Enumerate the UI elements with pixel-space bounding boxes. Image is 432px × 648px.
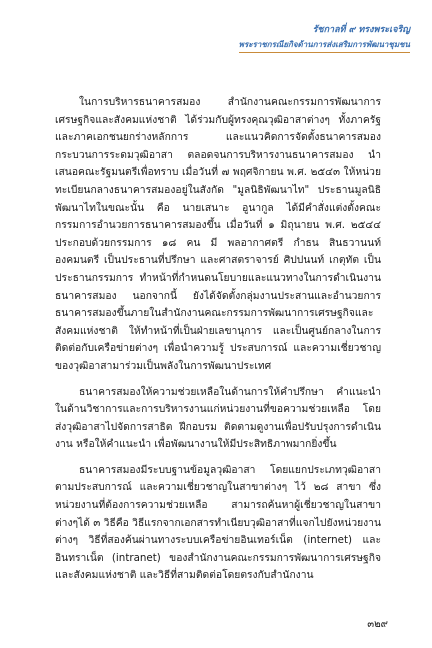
- paragraph-2: ธนาคารสมองให้ความช่วยเหลือในด้านการให้คำปรึกษา คำแนะนำในด้านวิชาการและการบริหารงานแก่หน่วยงานที่ขอความช่วยเหลือ โดยส่งวุฒิอาสาไปจัดการสาธิต ฝึกอบรม ติดตามดูงานเพื่อปรับปรุงการดำเนินงาน หรือให้คำแนะนำ เพื่อพัฒนางานให้มีประสิทธิภาพมากยิ่งขึ้น: [55, 385, 381, 451]
- header-subtitle: พระราชกรณียกิจด้านการส่งเสริมการพัฒนาชุมชน: [239, 38, 410, 53]
- body-text: [55, 94, 381, 593]
- paragraph-1: ในการบริหารธนาคารสมอง สำนักงานคณะกรรมการพัฒนาการเศรษฐกิจและสังคมแห่งชาติ ได้ร่วมกับผู้ทรงคุณวุฒิอาสาต่างๆ ทั้งภาครัฐและภาคเอกชนยกร่างหลักการ และแนวคิดการจัดตั้งธนาคารสมอง กระบวนการระดมวุฒิอาสา ตลอดจนการบริหารงานธนาคารสมอง นำเสนอคณะรัฐมนตรีเพื่อทราบ เมื่อวันที่ ๗ พฤศจิกายน พ.ศ. ๒๕๔๓ ให้หน่วยทะเบียนกลางธนาคารสมองอยู่ในสังกัด "มูลนิธิพัฒนาไท" ประธานมูลนิธิพัฒนาไทในขณะนั้น คือ นายเสนาะ อูนากูล ได้มีคำสั่งแต่งตั้งคณะกรรมการอำนวยการธนาคารสมองขึ้น เมื่อวันที่ ๑ มิถุนายน พ.ศ. ๒๕๔๔ ประกอบด้วยกรรมการ ๑๘ คน มี พลอากาศตรี กำธน สินธวานนท์ องคมนตรี เป็นประธานที่ปรึกษา และศาสตราจารย์ ศิปปนนท์ เกตุทัต เป็นประธานกรรมการ ทำหน้าที่กำหนดนโยบายและแนวทางในการดำเนินงานธนาคารสมอง นอกจากนี้ ยังได้จัดตั้งกลุ่มงานประสานและอำนวยการธนาคารสมองขึ้นภายในสำนักงานคณะกรรมการพัฒนาการเศรษฐกิจและสังคมแห่งชาติ ให้ทำหน้าที่เป็นฝ่ายเลขานุการ และเป็นศูนย์กลางในการติดต่อกับเครือข่ายต่างๆ เพื่อนำความรู้ ประสบการณ์ และความเชี่ยวชาญของวุฒิอาสามาร่วมเป็นพลังในการพัฒนาประเทศ: [55, 96, 381, 372]
- header-title: รัชกาลที่ ๙ ทรงพระเจริญ: [312, 25, 410, 35]
- running-header: [238, 22, 410, 72]
- paragraph-3: ธนาคารสมองมีระบบฐานข้อมูลวุฒิอาสา โดยแยกประเภทวุฒิอาสาตามประสบการณ์ และความเชี่ยวชาญในสาขาต่างๆ ไว้ ๒๘ สาขา ซึ่งหน่วยงานที่ต้องการความช่วยเหลือ สามารถค้นหาผู้เชี่ยวชาญในสาขาต่างๆได้ ๓ วิธีคือ วิธีแรกจากเอกสารทำเนียบวุฒิอาสาที่แจกไปยังหน่วยงานต่างๆ วิธีที่สองค้นผ่านทางระบบเครือข่ายอินเทอร์เน็ต (internet) และอินทราเน็ต (intranet) ของสำนักงานคณะกรรมการพัฒนาการเศรษฐกิจและสังคมแห่งชาติ และวิธีที่สามติดต่อโดยตรงกับสำนักงาน: [55, 463, 381, 582]
- page-number: ๓๒๙: [367, 619, 388, 630]
